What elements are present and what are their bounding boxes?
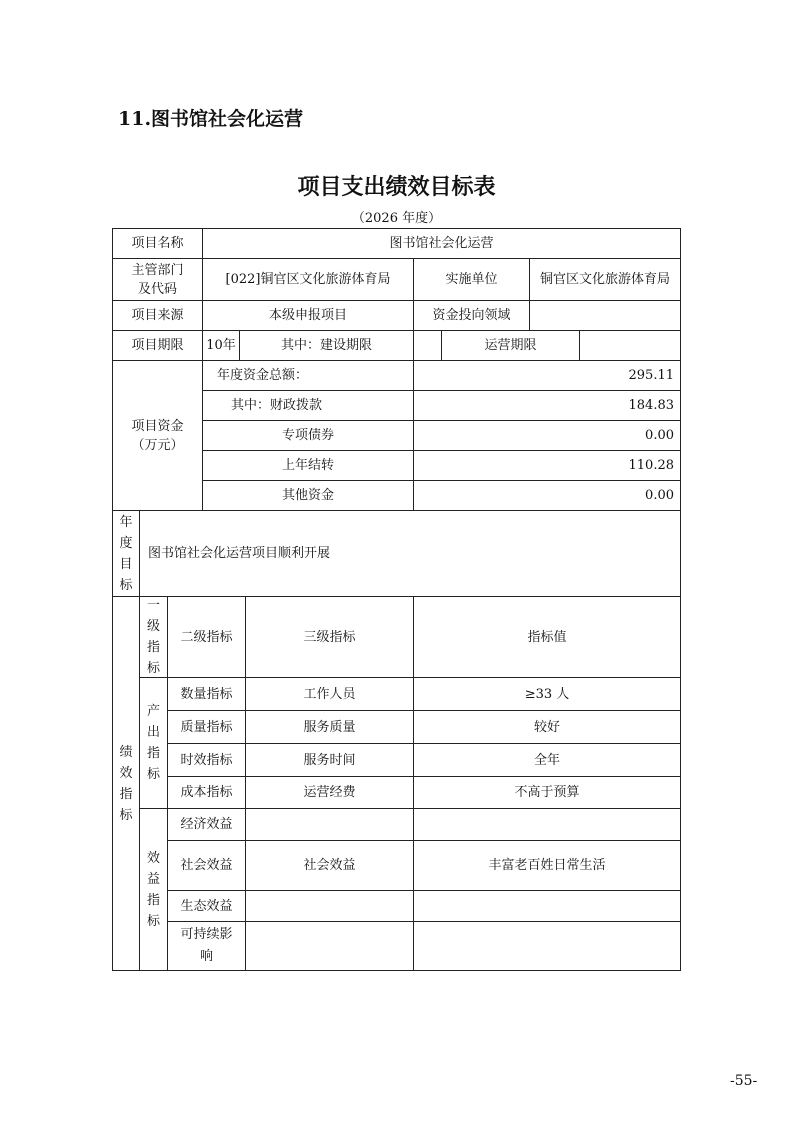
section-title: 11.图书馆社会化运营: [118, 108, 304, 130]
field-value: [529, 300, 681, 331]
fund-value: 0.00: [413, 480, 681, 511]
fund-label: 其中：财政拨款: [202, 390, 414, 421]
level3-cell: 服务质量: [245, 710, 414, 744]
table-title: 项目支出绩效目标表: [297, 174, 496, 200]
header-level3: 三级指标: [245, 596, 414, 678]
level3-cell: 运营经费: [245, 776, 414, 809]
goal-label: 年度目标: [112, 510, 140, 597]
level3-cell: [245, 808, 414, 841]
value-cell: 较好: [413, 710, 681, 744]
header-value: 指标值: [413, 596, 681, 678]
build-label: 其中：建设期限: [239, 330, 414, 361]
goal-value: 图书馆社会化运营项目顺利开展: [139, 510, 681, 597]
level2-cell: 生态效益: [167, 890, 246, 922]
fund-value: 0.00: [413, 420, 681, 451]
table-year: （2026 年度）: [351, 211, 442, 226]
header-level2: 二级指标: [167, 596, 246, 678]
value-cell: 全年: [413, 743, 681, 777]
level2-cell: 经济效益: [167, 808, 246, 841]
level3-cell: 社会效益: [245, 840, 414, 891]
level2-cell: 质量指标: [167, 710, 246, 744]
page-number: -55-: [730, 1073, 758, 1089]
level2-cell: 社会效益: [167, 840, 246, 891]
fund-label: 专项债券: [202, 420, 414, 451]
level2-cell: 可持续影响: [167, 921, 246, 971]
dept-value: [022]铜官区文化旅游体育局: [202, 258, 414, 301]
op-value: [579, 330, 681, 361]
level2-cell: 时效指标: [167, 743, 246, 777]
impl-label: 实施单位: [413, 258, 530, 301]
fund-value: 295.11: [413, 360, 681, 391]
period-label: 项目期限: [112, 330, 203, 361]
perf-label: 绩效指标: [112, 596, 140, 971]
source-label: 项目来源: [112, 300, 203, 331]
level3-cell: [245, 921, 414, 971]
field-label: 资金投向领域: [413, 300, 530, 331]
fund-label: 其他资金: [202, 480, 414, 511]
level2-cell: 数量指标: [167, 677, 246, 711]
value-cell: [413, 808, 681, 841]
op-label: 运营期限: [441, 330, 580, 361]
fund-label: 年度资金总额：: [202, 360, 414, 391]
value-cell: [413, 921, 681, 971]
benefit-label: 效益指标: [139, 808, 168, 971]
level3-cell: [245, 890, 414, 922]
period-value: 10年: [202, 330, 240, 361]
level3-cell: 服务时间: [245, 743, 414, 777]
impl-value: 铜官区文化旅游体育局: [529, 258, 681, 301]
dept-label: 主管部门及代码: [112, 258, 203, 301]
value-cell: [413, 890, 681, 922]
funds-label: 项目资金（万元）: [112, 360, 203, 511]
source-value: 本级申报项目: [202, 300, 414, 331]
output-label: 产出指标: [139, 677, 168, 809]
value-cell: ≥33 人: [413, 677, 681, 711]
level3-cell: 工作人员: [245, 677, 414, 711]
name-value: 图书馆社会化运营: [202, 228, 681, 259]
fund-label: 上年结转: [202, 450, 414, 481]
build-value: [413, 330, 442, 361]
fund-value: 184.83: [413, 390, 681, 421]
header-level1: 一级指标: [139, 596, 168, 678]
fund-value: 110.28: [413, 450, 681, 481]
level2-cell: 成本指标: [167, 776, 246, 809]
value-cell: 丰富老百姓日常生活: [413, 840, 681, 891]
name-label: 项目名称: [112, 228, 203, 259]
value-cell: 不高于预算: [413, 776, 681, 809]
